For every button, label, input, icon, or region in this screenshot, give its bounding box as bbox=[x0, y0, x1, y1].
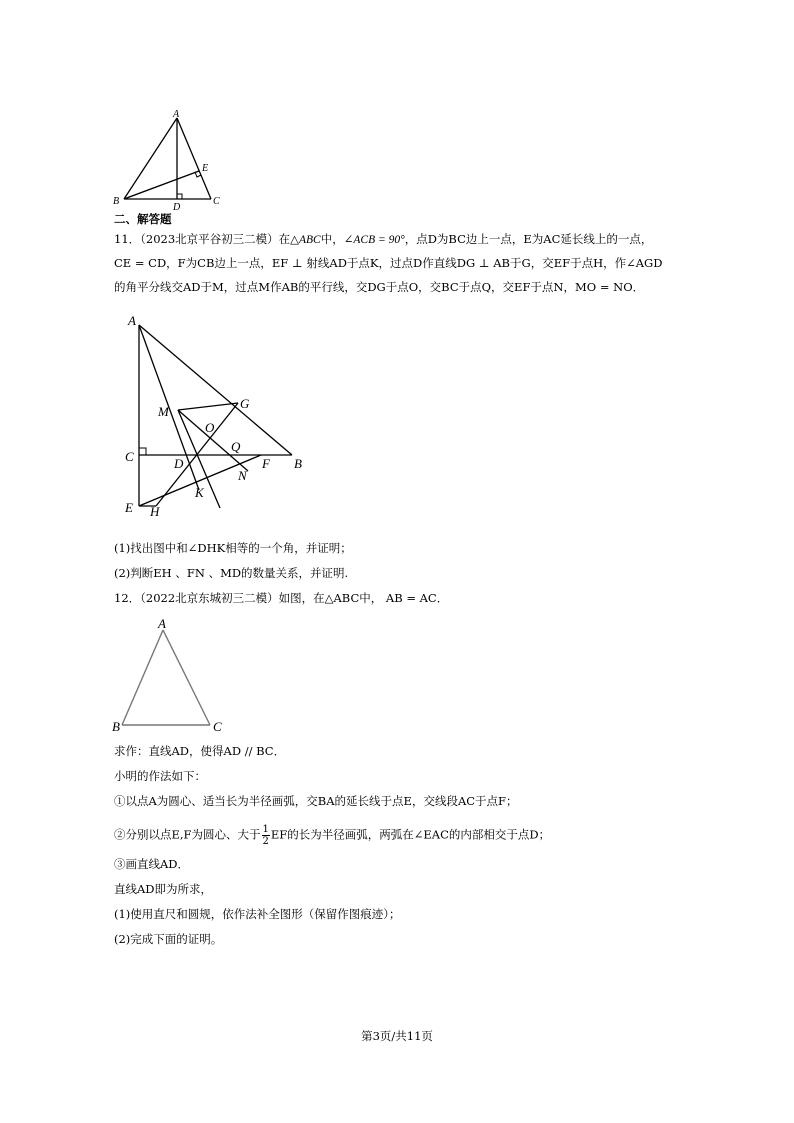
segment-ac bbox=[163, 630, 210, 725]
q12-step-3: ③画直线AD． bbox=[114, 857, 190, 871]
label-o: O bbox=[205, 420, 215, 435]
label-c: C bbox=[125, 449, 134, 464]
label-c: C bbox=[213, 719, 222, 734]
q11-triangle: △ABC bbox=[290, 234, 321, 246]
label-a: A bbox=[158, 616, 166, 631]
q12-method-intro: 小明的作法如下： bbox=[114, 769, 206, 783]
label-a: A bbox=[173, 109, 180, 120]
label-q: Q bbox=[231, 439, 241, 454]
q11-prefix: 11．（2023北京平谷初三二模）在 bbox=[114, 232, 291, 246]
label-k: K bbox=[195, 485, 204, 500]
q12-step-2 bbox=[114, 824, 550, 847]
q11-sub-1: (1)找出图中和∠DHK相等的一个角，并证明； bbox=[114, 541, 352, 555]
q12-step-1: ①以点A为圆心、适当长为半径画弧，交BA的延长线于点E，交线段AC于点F； bbox=[114, 794, 518, 808]
label-h: H bbox=[150, 504, 160, 519]
label-n: N bbox=[238, 468, 247, 483]
fraction-one-half bbox=[262, 824, 270, 847]
segment-ab bbox=[122, 630, 163, 725]
q12-sub-2: (2)完成下面的证明。 bbox=[114, 932, 223, 946]
q11-mid: 中， bbox=[320, 232, 344, 246]
q12-conclusion: 直线AD即为所求， bbox=[114, 882, 213, 896]
label-b: B bbox=[112, 719, 120, 734]
label-b: B bbox=[113, 196, 120, 207]
fraction-numerator: 1 bbox=[262, 824, 269, 835]
label-b: B bbox=[294, 456, 302, 471]
fraction-denominator: 2 bbox=[262, 836, 269, 847]
q11-angle: ∠ACB = 90° bbox=[343, 234, 405, 246]
q12-line-1: 12．（2022北京东城初三二模）如图，在△ABC中， AB = AC． bbox=[114, 591, 449, 605]
label-f: F bbox=[262, 456, 270, 471]
q11-line-2: CE = CD，F为CB边上一点，EF ⊥ 射线AD于点K，过点D作直线DG ⊥ AB于G，交EF于点H，作∠AGD bbox=[114, 256, 663, 270]
q12-step-2-pre: ②分别以点E,F为圆心、大于 bbox=[114, 827, 261, 842]
label-c: C bbox=[213, 196, 220, 207]
q11-rest: ，点D为BC边上一点，E为AC延长线上的一点， bbox=[404, 232, 653, 246]
q12-step-2-post: EF的长为半径画弧，两弧在∠EAC的内部相交于点D； bbox=[270, 827, 551, 842]
q11-sub-2: (2)判断EH 、FN 、MD的数量关系，并证明. bbox=[114, 566, 349, 580]
label-m: M bbox=[158, 404, 169, 419]
label-a: A bbox=[128, 313, 136, 328]
page-footer: 第3页/共11页 bbox=[361, 1029, 433, 1043]
label-e: E bbox=[125, 500, 133, 515]
section-heading: 二、解答题 bbox=[114, 212, 172, 226]
q12-task: 求作：直线AD，使得AD // BC． bbox=[114, 744, 286, 758]
q11-line-3: 的角平分线交AD于M，过点M作AB的平行线，交DG于点O，交BC于点Q，交EF于点N，MO = NO． bbox=[114, 280, 645, 294]
q12-sub-1: (1)使用直尺和圆规，依作法补全图形（保留作图痕迹）； bbox=[114, 907, 401, 921]
label-e: E bbox=[202, 163, 209, 174]
label-d: D bbox=[174, 456, 184, 471]
label-g: G bbox=[240, 396, 250, 411]
label-d: D bbox=[173, 202, 181, 213]
